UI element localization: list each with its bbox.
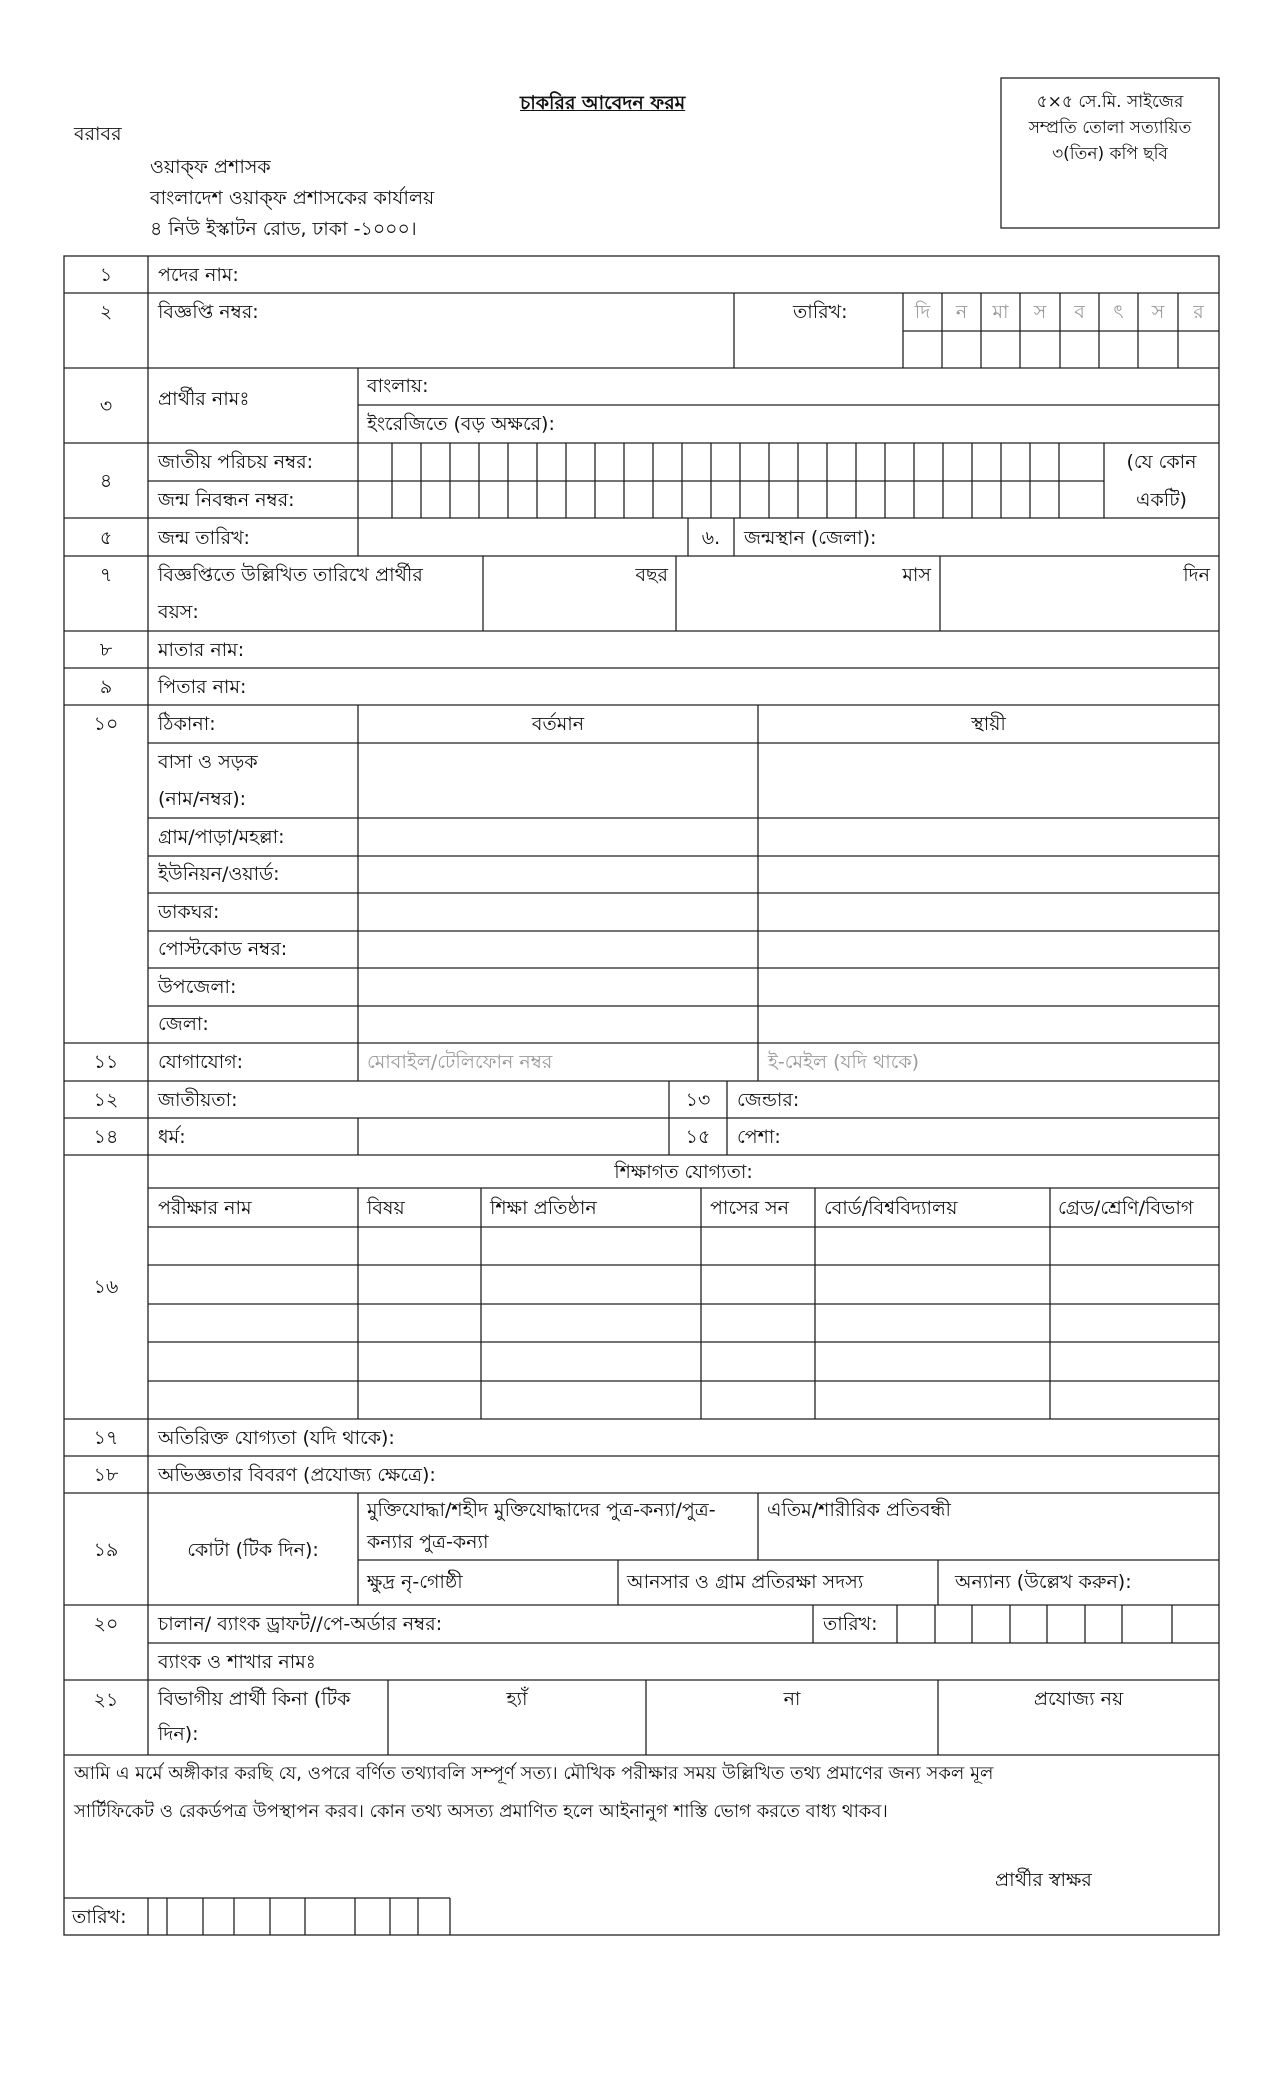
contact-label: যোগাযোগ:	[158, 1051, 244, 1073]
row-number: ২	[99, 301, 113, 323]
birth-place-label: জন্মস্থান (জেলা):	[744, 527, 877, 549]
email-field-hint: ই-মেইল (যদি থাকে)	[768, 1051, 920, 1073]
date-hint: স	[1033, 301, 1047, 323]
either-note-2: একটি)	[1136, 489, 1187, 511]
row-number: ২০	[93, 1613, 119, 1635]
name-bangla-label: বাংলায়:	[367, 375, 429, 397]
challan-number-label: চালান/ ব্যাংক ড্রাফট//পে-অর্ডার নম্বর:	[158, 1613, 443, 1635]
birth-reg-label: জন্ম নিবন্ধন নম্বর:	[158, 489, 295, 511]
age-year-label: বছর	[635, 564, 668, 586]
edu-col-grade: গ্রেড/শ্রেণি/বিভাগ	[1058, 1197, 1194, 1219]
row-number: ১৭	[93, 1427, 119, 1449]
quota-ethnic-minority: ক্ষুদ্র নৃ-গোষ্ঠী	[367, 1571, 463, 1593]
date-hint: ৎ	[1113, 301, 1124, 323]
post-name-label: পদের নাম:	[158, 264, 239, 286]
extra-qualification-label: অতিরিক্ত যোগ্যতা (যদি থাকে):	[158, 1427, 395, 1449]
photo-box-line-2: সম্প্রতি তোলা সত্যায়িত	[1028, 118, 1192, 138]
row-number: ২১	[93, 1689, 119, 1711]
union-label: ইউনিয়ন/ওয়ার্ড:	[158, 863, 280, 885]
age-day-label: দিন	[1183, 564, 1210, 586]
row-number: ৬.	[701, 527, 721, 549]
permanent-address-header: স্থায়ী	[971, 713, 1006, 735]
age-month-label: মাস	[902, 564, 931, 586]
name-english-label: ইংরেজিতে (বড় অক্ষরে):	[367, 413, 555, 435]
quota-other: অন্যান্য (উল্লেখ করুন):	[955, 1571, 1132, 1593]
upazila-label: উপজেলা:	[158, 976, 237, 998]
declaration-date-label: তারিখ:	[72, 1906, 127, 1928]
nationality-label: জাতীয়তা:	[158, 1089, 238, 1111]
row-number: ৩	[99, 395, 113, 417]
row-number: ১১	[93, 1051, 119, 1073]
birth-date-label: জন্ম তারিখ:	[158, 527, 250, 549]
declaration-line-2: সার্টিফিকেট ও রেকর্ডপত্র উপস্থাপন করব। কোন তথ্য অসত্য প্রমাণিত হলে আইনানুগ শাস্তি ভোগ করতে বাধ্য থাকব।	[74, 1801, 888, 1822]
row-number: ১৪	[93, 1126, 119, 1148]
edu-col-board: বোর্ড/বিশ্ববিদ্যালয়	[824, 1197, 958, 1219]
quota-ansar-vdp: আনসার ও গ্রাম প্রতিরক্ষা সদস্য	[627, 1571, 864, 1593]
photo-box-line-3: ৩(তিন) কপি ছবি	[1052, 144, 1168, 164]
row-number: ১৮	[93, 1464, 119, 1486]
mother-name-label: মাতার নাম:	[158, 639, 245, 661]
district-label: জেলা:	[158, 1013, 209, 1035]
address-line-3: ৪ নিউ ইস্কাটন রোড, ঢাকা -১০০০।	[150, 218, 417, 240]
row-number: ৫	[99, 527, 113, 549]
address-line-2: বাংলাদেশ ওয়াক্ফ প্রশাসকের কার্যালয়	[150, 187, 435, 209]
house-road-label: বাসা ও সড়ক	[158, 751, 258, 773]
either-note-1: (যে কোন	[1126, 451, 1197, 473]
row-number: ৮	[99, 639, 113, 661]
departmental-candidate-label-1: বিভাগীয় প্রার্থী কিনা (টিক	[158, 1688, 351, 1710]
row-number: ৭	[99, 564, 113, 586]
bank-branch-label: ব্যাংক ও শাখার নামঃ	[158, 1651, 316, 1673]
row-number: ১৩	[685, 1089, 711, 1111]
edu-col-institution: শিক্ষা প্রতিষ্ঠান	[490, 1197, 597, 1219]
form-title: চাকরির আবেদন ফরম	[520, 92, 686, 114]
house-road-label-2: (নাম/নম্বর):	[158, 788, 247, 810]
education-title: শিক্ষাগত যোগ্যতা:	[614, 1161, 753, 1183]
quota-freedom-fighter-line-1: মুক্তিযোদ্ধা/শহীদ মুক্তিযোদ্ধাদের পুত্র-কন্যা/পুত্র-	[367, 1499, 716, 1521]
quota-orphan-disabled: এতিম/শারীরিক প্রতিবন্ধী	[767, 1499, 951, 1521]
date-hint: ন	[955, 301, 968, 323]
date-hint: দি	[914, 301, 931, 323]
date-hint: র	[1193, 301, 1204, 323]
row-number: ১৫	[685, 1126, 711, 1148]
row-number: ১৬	[93, 1276, 119, 1298]
row-number: ১৯	[93, 1539, 119, 1561]
date-hint: ব	[1074, 301, 1085, 323]
departmental-candidate-label-2: দিন):	[158, 1723, 199, 1745]
row-number: ১	[99, 264, 113, 286]
phone-field-hint: মোবাইল/টেলিফোন নম্বর	[367, 1051, 553, 1073]
father-name-label: পিতার নাম:	[158, 676, 247, 698]
post-office-label: ডাকঘর:	[158, 901, 220, 923]
option-no: না	[783, 1688, 801, 1710]
option-not-applicable: প্রযোজ্য নয়	[1033, 1688, 1124, 1710]
declaration-line-1: আমি এ মর্মে অঙ্গীকার করছি যে, ওপরে বর্ণিত তথ্যাবলি সম্পূর্ণ সত্য। মৌখিক পরীক্ষার সময় উল্লিখিত তথ্য প্রমাণের জন্য সকল মূল	[74, 1763, 994, 1784]
applicant-name-label: প্রার্থীর নামঃ	[158, 388, 250, 410]
experience-label: অভিজ্ঞতার বিবরণ (প্রযোজ্য ক্ষেত্রে):	[158, 1464, 436, 1486]
edu-col-subject: বিষয়	[367, 1197, 405, 1219]
religion-label: ধর্ম:	[158, 1126, 186, 1148]
address-label: ঠিকানা:	[158, 713, 216, 735]
row-number: ১২	[93, 1089, 119, 1111]
profession-label: পেশা:	[737, 1126, 781, 1148]
quota-freedom-fighter-line-2: কন্যার পুত্র-কন্যা	[367, 1531, 489, 1553]
row-number: ৯	[99, 676, 113, 698]
edu-col-exam: পরীক্ষার নাম	[158, 1197, 252, 1219]
edu-col-year: পাসের সন	[710, 1197, 789, 1219]
address-line-1: ওয়াক্ফ প্রশাসক	[150, 156, 271, 178]
age-label-line-1: বিজ্ঞপ্তিতে উল্লিখিত তারিখে প্রার্থীর	[158, 564, 423, 586]
notice-date-label: তারিখ:	[793, 301, 848, 323]
postcode-label: পোস্টকোড নম্বর:	[158, 938, 288, 960]
notice-number-label: বিজ্ঞপ্তি নম্বর:	[158, 301, 259, 323]
challan-date-label: তারিখ:	[823, 1613, 878, 1635]
photo-box-line-1: ৫×৫ সে.মি. সাইজের	[1036, 92, 1184, 112]
row-number: ৪	[99, 470, 113, 492]
quota-label: কোটা (টিক দিন):	[187, 1539, 319, 1561]
date-hint: মা	[992, 301, 1009, 323]
village-label: গ্রাম/পাড়া/মহল্লা:	[158, 826, 285, 848]
gender-label: জেন্ডার:	[737, 1089, 800, 1111]
present-address-header: বর্তমান	[531, 713, 585, 735]
date-hint: স	[1151, 301, 1165, 323]
age-label-line-2: বয়স:	[158, 601, 199, 623]
to-label: বরাবর	[74, 123, 122, 145]
applicant-signature-label: প্রার্থীর স্বাক্ষর	[995, 1869, 1092, 1891]
nid-label: জাতীয় পরিচয় নম্বর:	[158, 451, 314, 473]
row-number: ১০	[93, 713, 119, 735]
option-yes: হ্যাঁ	[506, 1688, 528, 1710]
